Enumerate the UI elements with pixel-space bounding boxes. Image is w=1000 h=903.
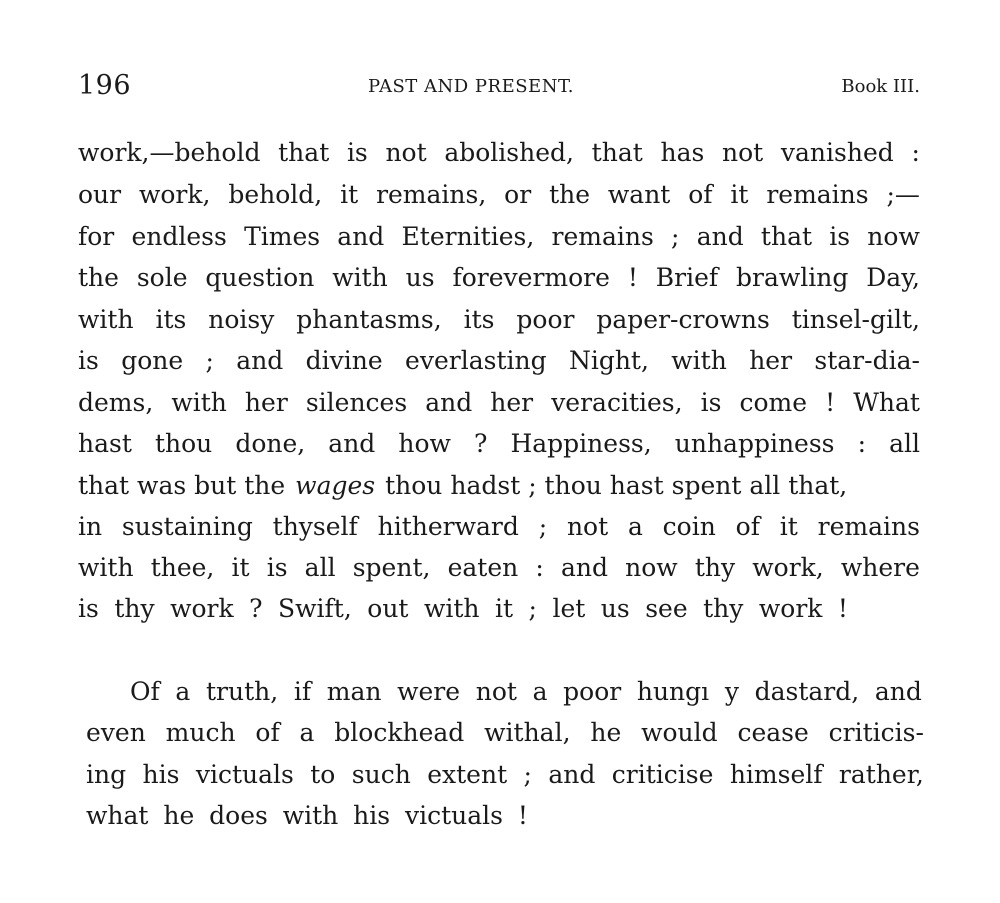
word: his (142, 760, 180, 789)
word: with (671, 346, 727, 375)
word: is (266, 553, 288, 582)
word: a (627, 512, 643, 541)
word: everlasting (405, 346, 547, 375)
book-section: Book III. (841, 76, 920, 97)
word: phantasms, (296, 305, 442, 334)
text-line (78, 180, 920, 210)
word: hungı (636, 677, 710, 706)
text-line (86, 760, 924, 790)
word: done, (235, 429, 306, 458)
word: much (165, 718, 236, 747)
word: out (367, 594, 409, 623)
text-line (86, 801, 528, 831)
word: remains (551, 222, 654, 251)
word: blockhead (334, 718, 465, 747)
word: its (155, 305, 187, 334)
word: poor (516, 305, 575, 334)
word: ; (528, 594, 537, 623)
word: where (840, 553, 920, 582)
word: ! (627, 263, 638, 292)
word: that (591, 138, 643, 167)
word: how (398, 429, 451, 458)
word: Day, (866, 263, 920, 292)
text-line (78, 222, 920, 252)
word: : (857, 429, 867, 458)
word: sole (136, 263, 188, 292)
word: he (163, 801, 195, 830)
text-line (78, 594, 848, 624)
word: it (730, 180, 749, 209)
word: hast (78, 429, 132, 458)
word: coin (662, 512, 716, 541)
word: work (170, 594, 234, 623)
word: and (337, 222, 385, 251)
word: ; (671, 222, 680, 251)
book-title: PAST AND PRESENT. (368, 76, 575, 97)
word: man (326, 677, 382, 706)
word: let (552, 594, 586, 623)
word: ; (523, 760, 532, 789)
word: truth, (205, 677, 279, 706)
text-line (78, 263, 920, 293)
word: ? (474, 429, 488, 458)
word: poor (563, 677, 622, 706)
word: and (548, 760, 596, 789)
text-line (78, 388, 920, 418)
text-segment: that was but the (78, 471, 286, 500)
word: remains, (376, 180, 487, 209)
word: for (78, 222, 115, 251)
word: himself (729, 760, 823, 789)
word: is (346, 138, 368, 167)
word: unhappiness (674, 429, 835, 458)
word: dems, (78, 388, 154, 417)
word: is (78, 346, 99, 375)
word: thyself (272, 512, 358, 541)
word: that (760, 222, 813, 251)
word: thy (703, 594, 744, 623)
word: brawling (736, 263, 849, 292)
word: with (332, 263, 388, 292)
word: ing (86, 760, 127, 789)
word: has (660, 138, 705, 167)
word: and (328, 429, 376, 458)
word: ; (205, 346, 214, 375)
word: if (293, 677, 312, 706)
word: us (600, 594, 630, 623)
word: all (304, 553, 336, 582)
word: not (722, 138, 764, 167)
word: a (299, 718, 315, 747)
word: work,—behold (78, 138, 261, 167)
word: now (625, 553, 678, 582)
word: y (724, 677, 739, 706)
word: thy (694, 553, 736, 582)
word: us (405, 263, 435, 292)
word: ? (249, 594, 263, 623)
word: and (425, 388, 473, 417)
word: would (641, 718, 718, 747)
word: ! (825, 388, 836, 417)
word: ! (517, 801, 528, 830)
word: what (86, 801, 149, 830)
page-number: 196 (78, 70, 132, 101)
word: Happiness, (510, 429, 652, 458)
text-line (130, 677, 922, 707)
text-line (78, 429, 920, 459)
word: dastard, (754, 677, 860, 706)
word: a (175, 677, 191, 706)
word: question (205, 263, 315, 292)
word: thy (114, 594, 155, 623)
word: see (645, 594, 688, 623)
word: not (475, 677, 517, 706)
word: vanished (780, 138, 894, 167)
word: ! (837, 594, 848, 623)
word: ; (538, 512, 548, 541)
word: and (560, 553, 608, 582)
word: is (78, 594, 99, 623)
word: her (244, 388, 288, 417)
text-line (78, 138, 920, 168)
word: it (231, 553, 250, 582)
italic-word: wages (295, 471, 376, 500)
word: Brief (655, 263, 719, 292)
word: noisy (208, 305, 275, 334)
word: paper-crowns (596, 305, 770, 334)
text-line (78, 471, 920, 501)
word: her (749, 346, 793, 375)
word: even (86, 718, 146, 747)
text-line (78, 512, 920, 542)
word: her (490, 388, 534, 417)
text-line (78, 553, 920, 583)
word: withal, (484, 718, 571, 747)
word: that (278, 138, 330, 167)
word: : (535, 553, 544, 582)
running-head (78, 70, 920, 104)
word: Night, (568, 346, 649, 375)
word: work (758, 594, 823, 623)
word: and (236, 346, 284, 375)
word: not (385, 138, 427, 167)
word: of (688, 180, 713, 209)
word: cease (737, 718, 809, 747)
word: forevermore (452, 263, 610, 292)
word: extent (427, 760, 508, 789)
word: and (874, 677, 922, 706)
word: hitherward (377, 512, 519, 541)
word: criticise (611, 760, 714, 789)
word: What (853, 388, 920, 417)
word: eaten (447, 553, 519, 582)
word: in (78, 512, 103, 541)
word: the (549, 180, 591, 209)
word: behold, (228, 180, 323, 209)
word: does (209, 801, 268, 830)
word: spent, (352, 553, 431, 582)
text-segment: thou hadst ; thou hast spent all that, (385, 471, 848, 500)
word: with (171, 388, 227, 417)
word: of (735, 512, 760, 541)
word: Times (244, 222, 321, 251)
word: is (829, 222, 851, 251)
word: Eternities, (401, 222, 535, 251)
word: with (78, 305, 134, 334)
word: all (889, 429, 920, 458)
word: and (696, 222, 744, 251)
word: victuals (404, 801, 503, 830)
word: he (590, 718, 622, 747)
word: Swift, (278, 594, 352, 623)
word: with (78, 553, 134, 582)
word: the (78, 263, 119, 292)
word: remains (817, 512, 920, 541)
word: such (351, 760, 411, 789)
word: Of (130, 677, 160, 706)
word: his (353, 801, 391, 830)
word: tinsel-gilt, (791, 305, 920, 334)
word: to (310, 760, 336, 789)
word: or (504, 180, 532, 209)
word: : (911, 138, 920, 167)
word: sustaining (121, 512, 253, 541)
word: not (566, 512, 609, 541)
word: it (340, 180, 359, 209)
word: it (779, 512, 798, 541)
word: its (463, 305, 495, 334)
word: victuals (195, 760, 294, 789)
word: were (397, 677, 461, 706)
text-line (78, 305, 920, 335)
word: a (532, 677, 548, 706)
word: divine (305, 346, 383, 375)
text-line (78, 346, 920, 376)
word: of (255, 718, 280, 747)
word: with (282, 801, 339, 830)
word: ;— (886, 180, 920, 209)
word: now (867, 222, 920, 251)
word: star-dia- (814, 346, 920, 375)
word: remains (766, 180, 869, 209)
word: it (495, 594, 514, 623)
word: is (700, 388, 722, 417)
word: our (78, 180, 122, 209)
word: work, (752, 553, 824, 582)
word: criticis- (828, 718, 924, 747)
word: work, (138, 180, 211, 209)
word: thee, (150, 553, 215, 582)
word: endless (131, 222, 227, 251)
word: veracities, (551, 388, 683, 417)
word: with (423, 594, 480, 623)
word: want (607, 180, 671, 209)
word: thou (154, 429, 213, 458)
word: gone (121, 346, 184, 375)
text-line (86, 718, 924, 748)
word: silences (305, 388, 408, 417)
word: come (739, 388, 808, 417)
word: abolished, (444, 138, 574, 167)
word: rather, (838, 760, 924, 789)
